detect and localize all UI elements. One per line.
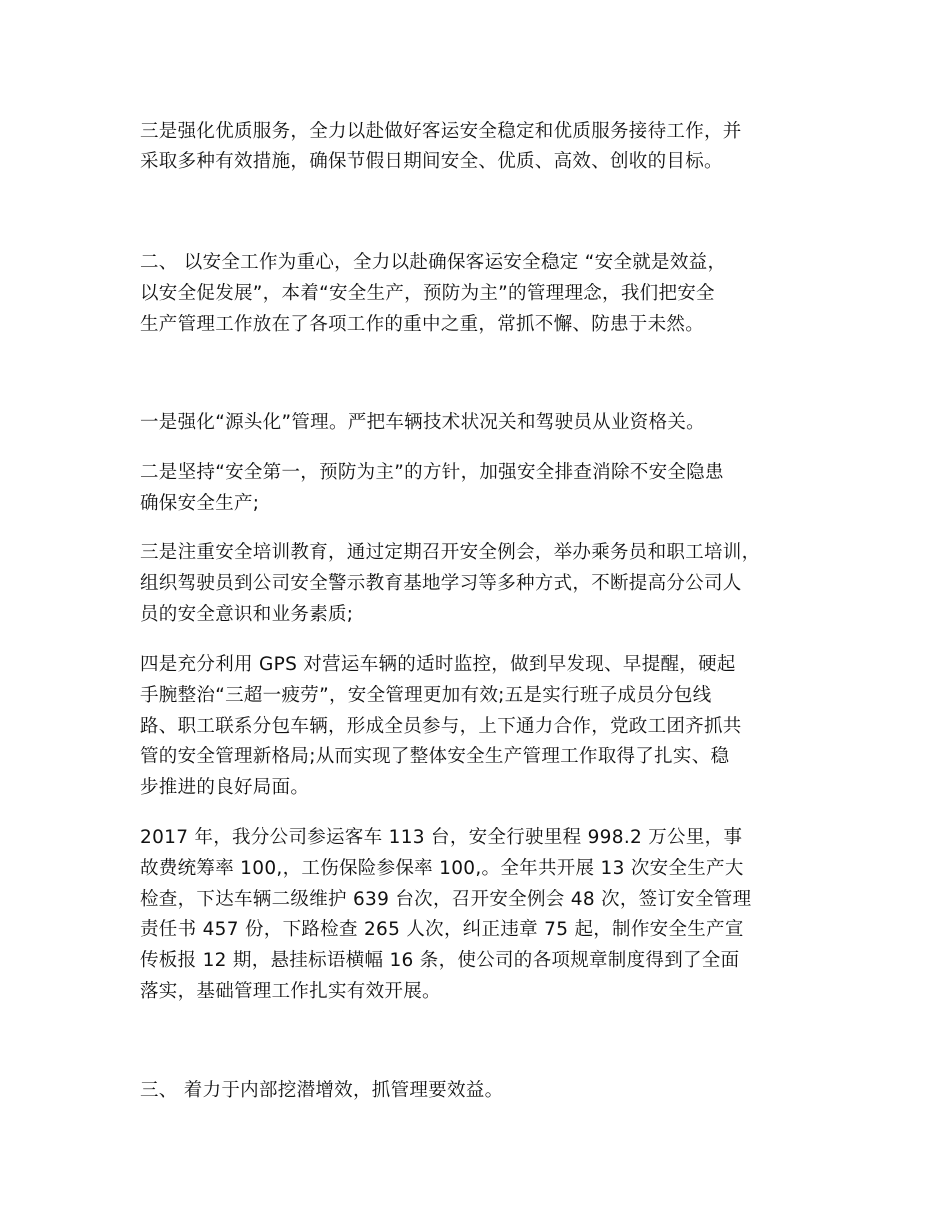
paragraph-7-line-5: 传板报 12 期，悬挂标语横幅 16 条，使公司的各项规章制度得到了全面 <box>140 950 740 971</box>
paragraph-7-line-3: 检查，下达车辆二级维护 639 台次，召开安全例会 48 次，签订安全管理 <box>140 889 752 910</box>
paragraph-5-line-1: 三是注重安全培训教育，通过定期召开安全例会，举办乘务员和职工培训， <box>140 542 761 563</box>
paragraph-6-line-1: 四是充分利用 GPS 对营运车辆的适时监控，做到早发现、早提醒，硬起 <box>140 654 736 675</box>
paragraph-6-line-4: 管的安全管理新格局;从而实现了整体安全生产管理工作取得了扎实、稳 <box>140 746 730 767</box>
paragraph-4-line-2: 确保安全生产; <box>140 493 260 514</box>
paragraph-6-line-2: 手腕整治“三超一疲劳”，安全管理更加有效;五是实行班子成员分包线 <box>140 685 712 706</box>
paragraph-1-line-1: 三是强化优质服务，全力以赴做好客运安全稳定和优质服务接待工作，并 <box>140 121 742 142</box>
paragraph-2-line-3: 生产管理工作放在了各项工作的重中之重，常抓不懈、防患于未然。 <box>140 314 705 335</box>
paragraph-5-line-2: 组织驾驶员到公司安全警示教育基地学习等多种方式，不断提高分公司人 <box>140 573 742 594</box>
paragraph-7-line-4: 责任书 457 份，下路检查 265 人次，纠正违章 75 起，制作安全生产宣 <box>140 919 744 940</box>
section-heading-3: 三、 着力于内部挖潜增效，抓管理要效益。 <box>140 1080 504 1101</box>
paragraph-2-line-2: 以安全促发展”，本着“安全生产，预防为主”的管理理念，我们把安全 <box>140 283 715 304</box>
paragraph-7-line-1: 2017 年，我分公司参运客车 113 台，安全行驶里程 998.2 万公里，事 <box>140 827 743 848</box>
paragraph-2-line-1: 二、 以安全工作为重心，全力以赴确保客运安全稳定 “安全就是效益， <box>140 252 727 273</box>
paragraph-3-line-1: 一是强化“源头化”管理。严把车辆技术状况关和驾驶员从业资格关。 <box>140 412 705 433</box>
paragraph-7-line-2: 故费统筹率 100,，工伤保险参保率 100,。全年共开展 13 次安全生产大 <box>140 858 744 879</box>
paragraph-5-line-3: 员的安全意识和业务素质; <box>140 604 354 625</box>
paragraph-6-line-5: 步推进的良好局面。 <box>140 777 310 798</box>
paragraph-4-line-1: 二是坚持“安全第一，预防为主”的方针，加强安全排查消除不安全隐患 <box>140 462 724 483</box>
paragraph-7-line-6: 落实，基础管理工作扎实有效开展。 <box>140 981 441 1002</box>
paragraph-6-line-3: 路、职工联系分包车辆，形成全员参与，上下通力合作，党政工团齐抓共 <box>140 716 742 737</box>
paragraph-1-line-2: 采取多种有效措施，确保节假日期间安全、优质、高效、创收的目标。 <box>140 151 723 172</box>
